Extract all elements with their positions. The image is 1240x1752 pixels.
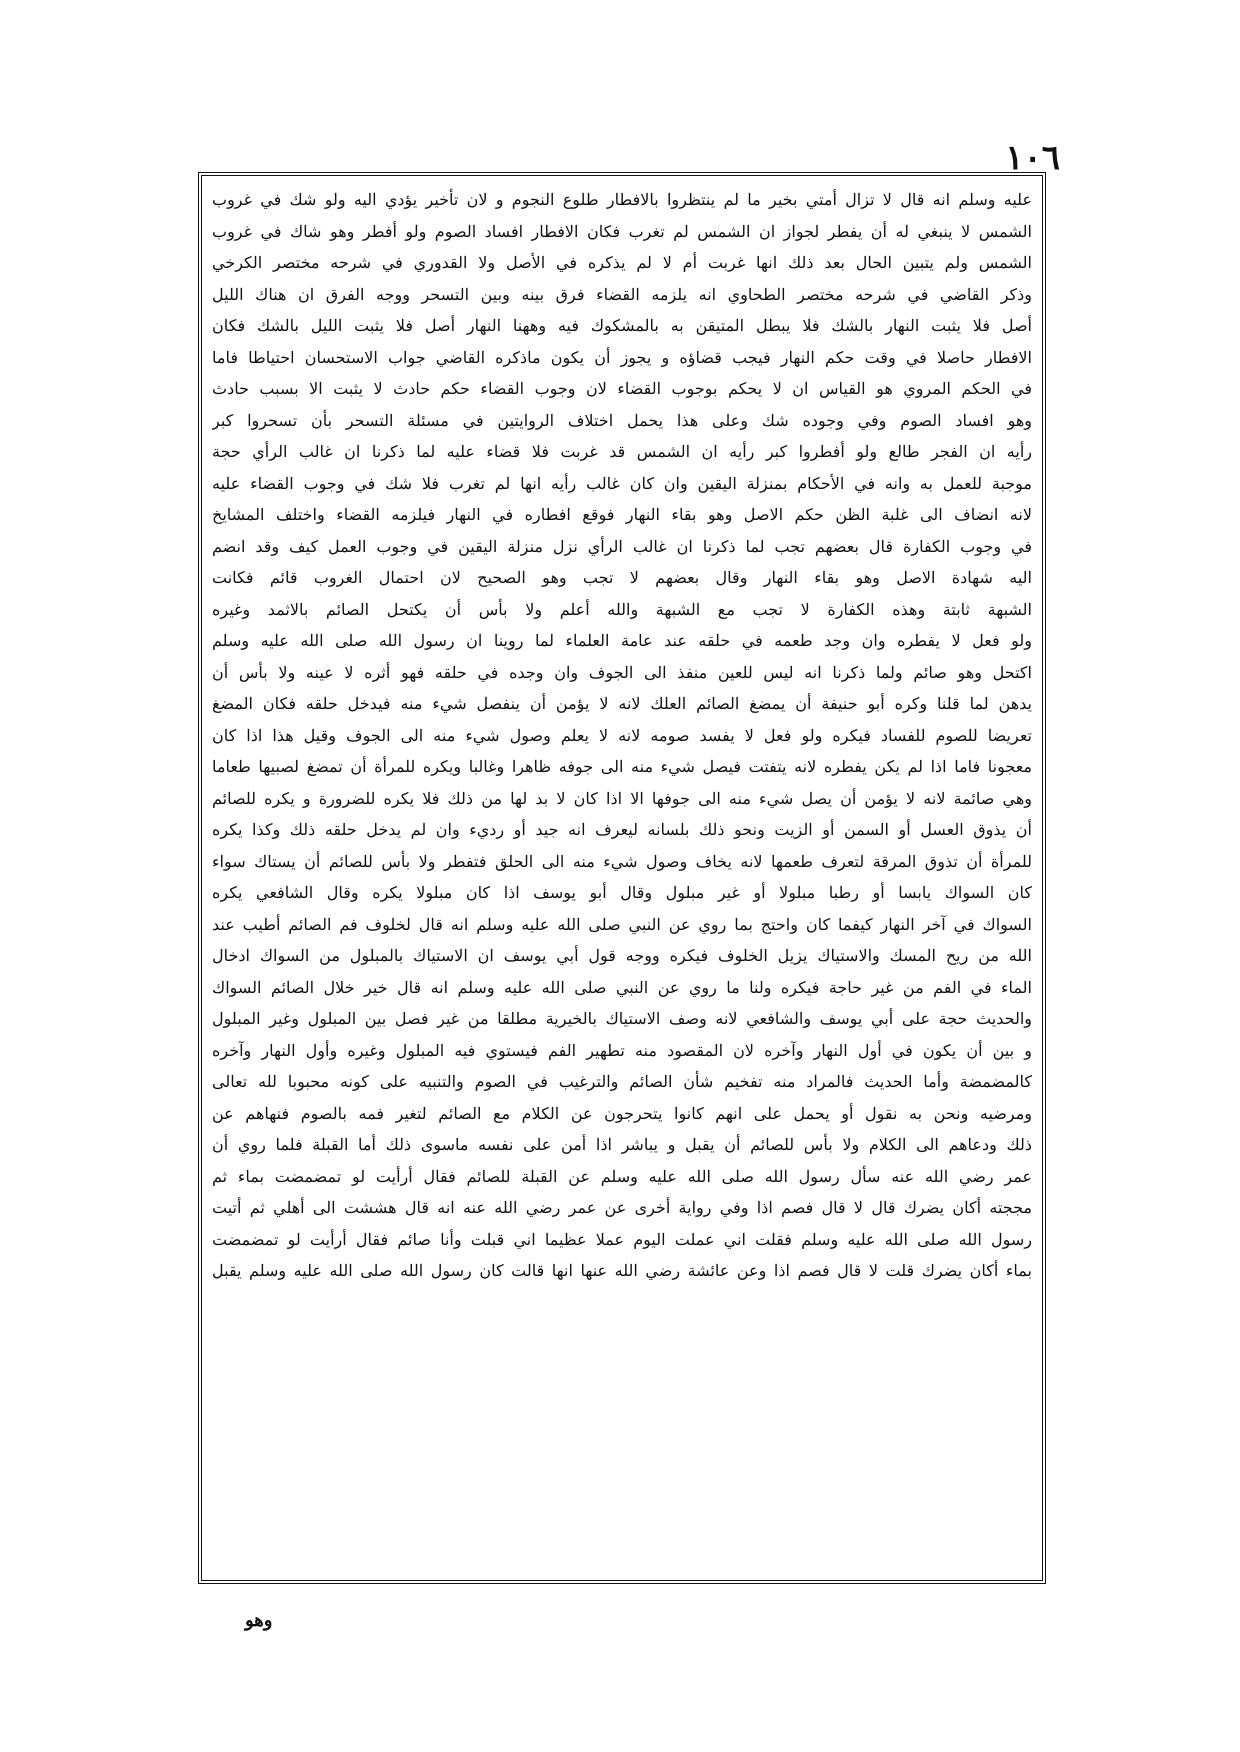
text-line: ذلك ودعاهم الى الكلام ولا بأس للصائم أن يقبل و يباشر اذا أمن على نفسه ماسوى ذلك أما القبلة فلما روي أن — [212, 1135, 1032, 1154]
body-text — [212, 184, 1032, 1572]
text-line: الماء في الفم من غير حاجة فيكره ولنا ما روي عن النبي صلى الله عليه وسلم انه قال خير خلال الصائم السواك — [212, 977, 1032, 997]
text-line: عليه وسلم انه قال لا تزال أمتي بخير ما لم ينتظروا بالافطار طلوع النجوم و لان تأخير يؤدي اليه ولو شك في غروب — [212, 190, 1032, 209]
text-line: مججته أكان يضرك قال لا قال فصم اذا وفي رواية أخرى عن عمر رضي الله عنه انه قال هششت الى أهلي ثم أتيت — [212, 1198, 1032, 1217]
text-line: اليه شهادة الاصل وهو بقاء النهار وقال بعضهم لا تجب وهو الصحيح لان احتمال الغروب قائم فكانت — [212, 568, 1032, 587]
text-line: الشمس لا ينبغي له أن يفطر لجواز ان الشمس لم تغرب فكان الافطار افساد الصوم ولو أفطر وهو شاك في غروب — [212, 221, 1032, 241]
text-line: في الحكم المروي هو القياس ان لا يحكم بوجوب القضاء لان وجوب القضاء حكم حادث لا يثبت الا بسبب حادث — [212, 379, 1032, 398]
text-line: السواك في آخر النهار كيفما كان واحتج بما روي عن النبي صلى الله عليه وسلم انه قال لخلوف فم الصائم أطيب عند — [212, 914, 1032, 934]
text-line: رسول الله صلى الله عليه وسلم فقلت اني عملت اليوم عملا عظيما اني قبلت وأنا صائم فقال أرأيت لو تمضمضت — [212, 1229, 1032, 1249]
text-frame — [198, 172, 1046, 1584]
text-line: موجبة للعمل به وانه في الأحكام بمنزلة اليقين وان كان غالب رأيه انها لم تغرب فلا شك في وجوب القضاء عليه — [212, 473, 1032, 493]
text-line: رأيه ان الفجر طالع ولو أفطروا كبر رأيه ان الشمس قد غربت فلا قضاء عليه لما ذكرنا ان غالب الرأي حجة — [212, 442, 1032, 461]
text-line: بماء أكان يضرك قلت لا قال فصم اذا وعن عائشة رضي الله عنها انها قالت كان رسول الله صلى الله عليه وسلم يقبل — [212, 1261, 1032, 1280]
text-line: الشبهة ثابتة وهذه الكفارة لا تجب مع الشبهة والله أعلم ولا بأس أن يكتحل الصائم بالاثمد وغيره — [212, 599, 1032, 619]
text-line: للمرأة أن تذوق المرقة لتعرف طعمها لانه يخاف وصول شيء منه الى الحلق فتفطر ولا بأس للصائم أن يستاك سواء — [212, 851, 1032, 871]
text-line: والحديث حجة على أبي يوسف والشافعي لانه وصف الاستياك بالخيرية مطلقا من غير فصل بين المبلول وغير المبلول — [212, 1009, 1032, 1028]
text-line: معجونا فاما اذا لم يكن يفطره لانه يتفتت فيصل شيء منه الى جوفه ظاهرا وغالبا ويكره للمرأة أن تمضغ لصبيها طعاما — [212, 757, 1032, 776]
text-line: الافطار حاصلا في وقت حكم النهار فيجب قضاؤه و يجوز أن يكون ماذكره القاضي جواب الاستحسان احتياطا فاما — [212, 347, 1032, 367]
text-line: أصل فلا يثبت النهار بالشك فلا يبطل المتيقن به بالمشكوك فيه وههنا النهار أصل فلا يثبت الليل بالشك فكان — [212, 316, 1032, 335]
text-line: اكتحل وهو صائم ولما ذكرنا انه ليس للعين منفذ الى الجوف وان وجده في حلقه فهو أثره لا عينه ولا بأس أن — [212, 662, 1032, 682]
catchword: وهو — [245, 1610, 273, 1631]
text-line: كان السواك يابسا أو رطبا مبلولا أو غير مبلول وقال أبو يوسف اذا كان مبلولا يكره وقال الشافعي يكره — [212, 883, 1032, 902]
text-line: في وجوب الكفارة قال بعضهم تجب لما ذكرنا ان غالب الرأي نزل منزلة اليقين في وجوب العمل كيف وقد انضم — [212, 536, 1032, 556]
text-line: تعريضا للصوم للفساد فيكره ولو فعل لا يفسد صومه لانه لا يعلم وصول شيء منه الى الجوف وقيل هذا اذا كان — [212, 725, 1032, 745]
text-line: ومرضيه ونحن به نقول أو يحمل على انهم كانوا يتحرجون عن الكلام مع الصائم لتغير فمه بالصوم فنهاهم عن — [212, 1103, 1032, 1123]
text-line: الشمس ولم يتبين الحال بعد ذلك انها غربت أم لا لم يذكره في الأصل ولا القدوري في شرحه مختصر الكرخي — [212, 253, 1032, 272]
text-line: أن يذوق العسل أو السمن أو الزيت ونحو ذلك بلسانه ليعرف انه جيد أو رديء وان لم يدخل حلقه ذلك وكذا يكره — [212, 820, 1032, 839]
text-line: الله من ريح المسك والاستياك يزيل الخلوف فيكره ووجه قول أبي يوسف ان الاستياك بالمبلول من السواك ادخال — [212, 946, 1032, 965]
text-line: يدهن لما قلنا وكره أبو حنيفة أن يمضغ الصائم العلك لانه لا يؤمن أن ينفصل شيء منه فيدخل حلقه فكان المضغ — [212, 694, 1032, 713]
text-line: و بين أن يكون في أول النهار وآخره لان المقصود منه تطهير الفم فيستوي فيه المبلول وغيره وأول النهار وآخره — [212, 1040, 1032, 1060]
text-line: وهو افساد الصوم وفي وجوده شك وعلى هذا يحمل اختلاف الروايتين في مسئلة التسحر بأن تسحروا كبر — [212, 410, 1032, 430]
text-line: لانه انضاف الى غلبة الظن حكم الاصل وهو بقاء النهار فوقع افطاره في النهار فيلزمه القضاء واختلف المشايخ — [212, 505, 1032, 524]
text-line: عمر رضي الله عنه سأل رسول الله صلى الله عليه وسلم عن القبلة للصائم فقال أرأيت لو تمضمضت بماء ثم — [212, 1166, 1032, 1186]
text-line: ولو فعل لا يفطره وان وجد طعمه في حلقه عند عامة العلماء لما روينا ان رسول الله صلى الله عليه وسلم — [212, 631, 1032, 650]
text-line: وذكر القاضي في شرحه مختصر الطحاوي انه يلزمه القضاء فرق بينه وبين التسحر ووجه الفرق ان هناك الليل — [212, 284, 1032, 304]
text-line: وهي صائمة لانه لا يؤمن أن يصل شيء منه الى جوفها الا اذا كان لا بد لها من ذلك فلا يكره للضرورة و يكره للصائم — [212, 788, 1032, 808]
page-number: ١٠٦ — [1005, 138, 1060, 178]
text-line: كالمضمضة وأما الحديث فالمراد منه تفخيم شأن الصائم والترغيب في الصوم والتنبيه على كونه محبوبا لله تعالى — [212, 1072, 1032, 1091]
